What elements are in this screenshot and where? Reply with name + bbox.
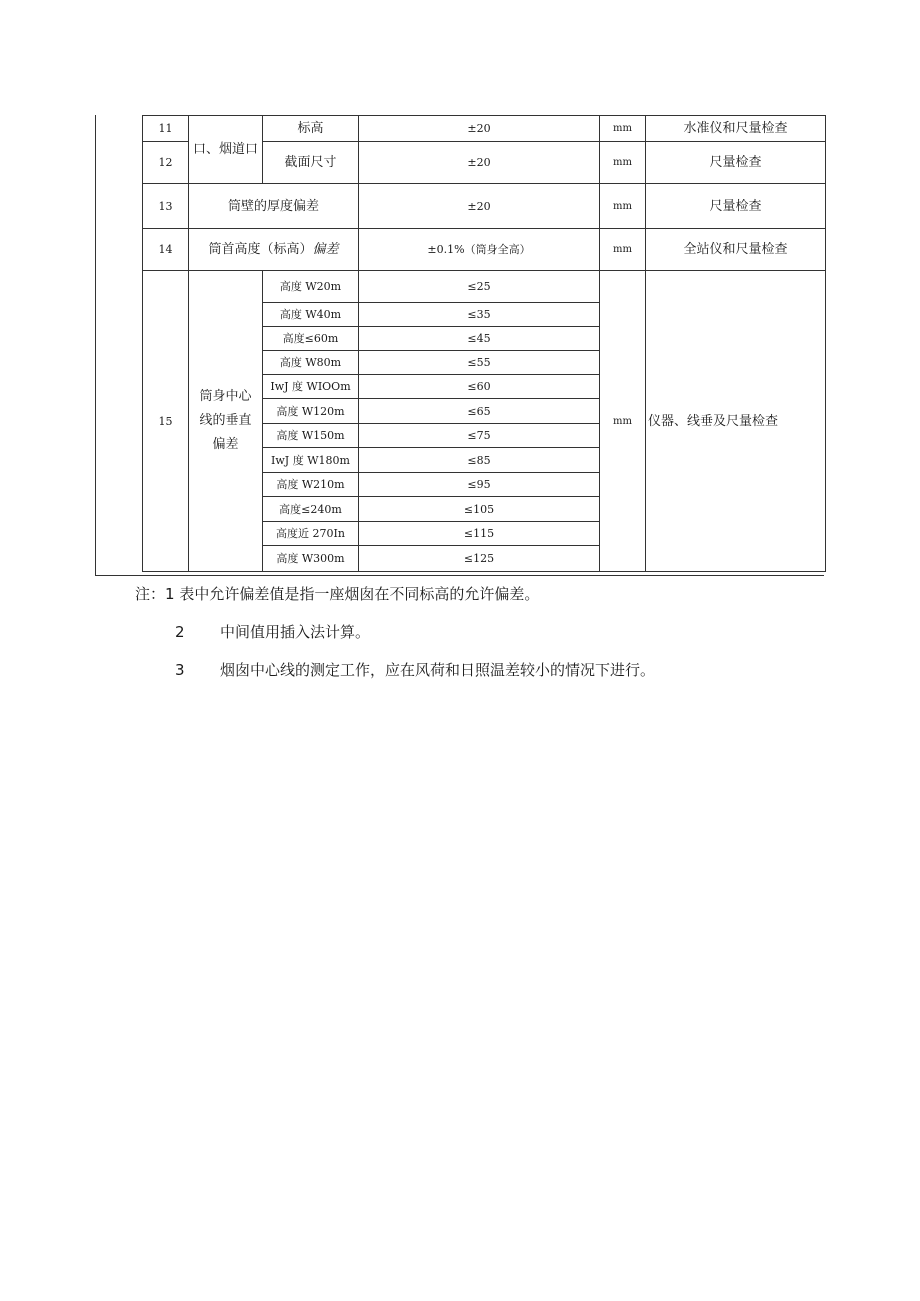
height-range: IwJ 度 WIOOm	[263, 375, 359, 399]
note-number: 3	[175, 661, 185, 679]
item-label	[189, 271, 263, 572]
tolerance-value: ≤105	[359, 497, 600, 522]
tolerance-value: ≤85	[359, 448, 600, 473]
row-number: 12	[143, 142, 189, 184]
table-row	[143, 184, 826, 229]
row-number: 11	[143, 116, 189, 142]
note-item	[135, 583, 539, 604]
tolerance-value: ≤25	[359, 271, 600, 303]
tolerance-value: ≤75	[359, 424, 600, 448]
row-number: 15	[143, 271, 189, 572]
tolerance-value: ±20	[359, 184, 600, 229]
tolerance-value: ≤45	[359, 327, 600, 351]
row-number: 13	[143, 184, 189, 229]
item-label-line: 偏差	[212, 437, 239, 452]
item-label-line: 筒身中心	[199, 389, 252, 404]
height-range: 高度 W150m	[263, 424, 359, 448]
unit-value: mm	[600, 229, 646, 271]
tolerance-value: ±0.1%（筒身全高）	[359, 229, 600, 271]
height-range: 高度≤60m	[263, 327, 359, 351]
tolerance-value: ≤65	[359, 399, 600, 424]
height-range: 高度 W120m	[263, 399, 359, 424]
note-text: 烟囱中心线的测定工作，应在风荷和日照温差较小的情况下进行。	[220, 661, 656, 679]
unit-value: mm	[600, 184, 646, 229]
height-range: 高度近 270In	[263, 522, 359, 546]
tolerance-value: ±20	[359, 116, 600, 142]
check-method: 仪器、线垂及尺量检查	[646, 271, 826, 572]
table-row	[143, 271, 826, 303]
table-row	[143, 229, 826, 271]
group-label: 口、烟道口	[189, 116, 263, 184]
height-range: 高度 W210m	[263, 473, 359, 497]
check-method: 尺量检查	[646, 184, 826, 229]
tolerance-value: ≤35	[359, 303, 600, 327]
note-item	[175, 621, 370, 642]
item-label: 标高	[263, 116, 359, 142]
height-range: 高度 W20m	[263, 271, 359, 303]
tolerance-value: ≤95	[359, 473, 600, 497]
tolerance-value: ≤55	[359, 351, 600, 375]
height-range: 高度 W80m	[263, 351, 359, 375]
note-item	[175, 659, 655, 680]
tolerance-value: ≤125	[359, 546, 600, 572]
check-method: 尺量检查	[646, 142, 826, 184]
notes-prefix: 注：	[135, 585, 166, 603]
note-number: 2	[175, 623, 185, 641]
height-range: 高度≤240m	[263, 497, 359, 522]
item-label	[189, 229, 359, 271]
unit-value: mm	[600, 142, 646, 184]
note-text: 中间值用插入法计算。	[220, 623, 371, 641]
unit-value: mm	[600, 116, 646, 142]
height-range: IwJ 度 W180m	[263, 448, 359, 473]
note-text: 表中允许偏差值是指一座烟囱在不同标高的允许偏差。	[179, 585, 540, 603]
unit-value: mm	[600, 271, 646, 572]
tolerance-value: ±20	[359, 142, 600, 184]
item-label: 筒壁的厚度偏差	[189, 184, 359, 229]
item-label-suffix: 偏差	[312, 242, 339, 257]
item-label-prefix: 筒首高度（标高）	[208, 242, 313, 257]
tolerance-table	[142, 115, 826, 572]
note-number: 1	[165, 585, 175, 603]
height-range: 高度 W300m	[263, 546, 359, 572]
height-range: 高度 W40m	[263, 303, 359, 327]
item-label-line: 线的垂直	[199, 413, 252, 428]
spec-table-container	[95, 115, 825, 577]
table-row	[143, 116, 826, 142]
row-number: 14	[143, 229, 189, 271]
tolerance-value: ≤60	[359, 375, 600, 399]
check-method: 全站仪和尺量检查	[646, 229, 826, 271]
tolerance-value: ≤115	[359, 522, 600, 546]
item-label: 截面尺寸	[263, 142, 359, 184]
check-method: 水准仪和尺量检查	[646, 116, 826, 142]
